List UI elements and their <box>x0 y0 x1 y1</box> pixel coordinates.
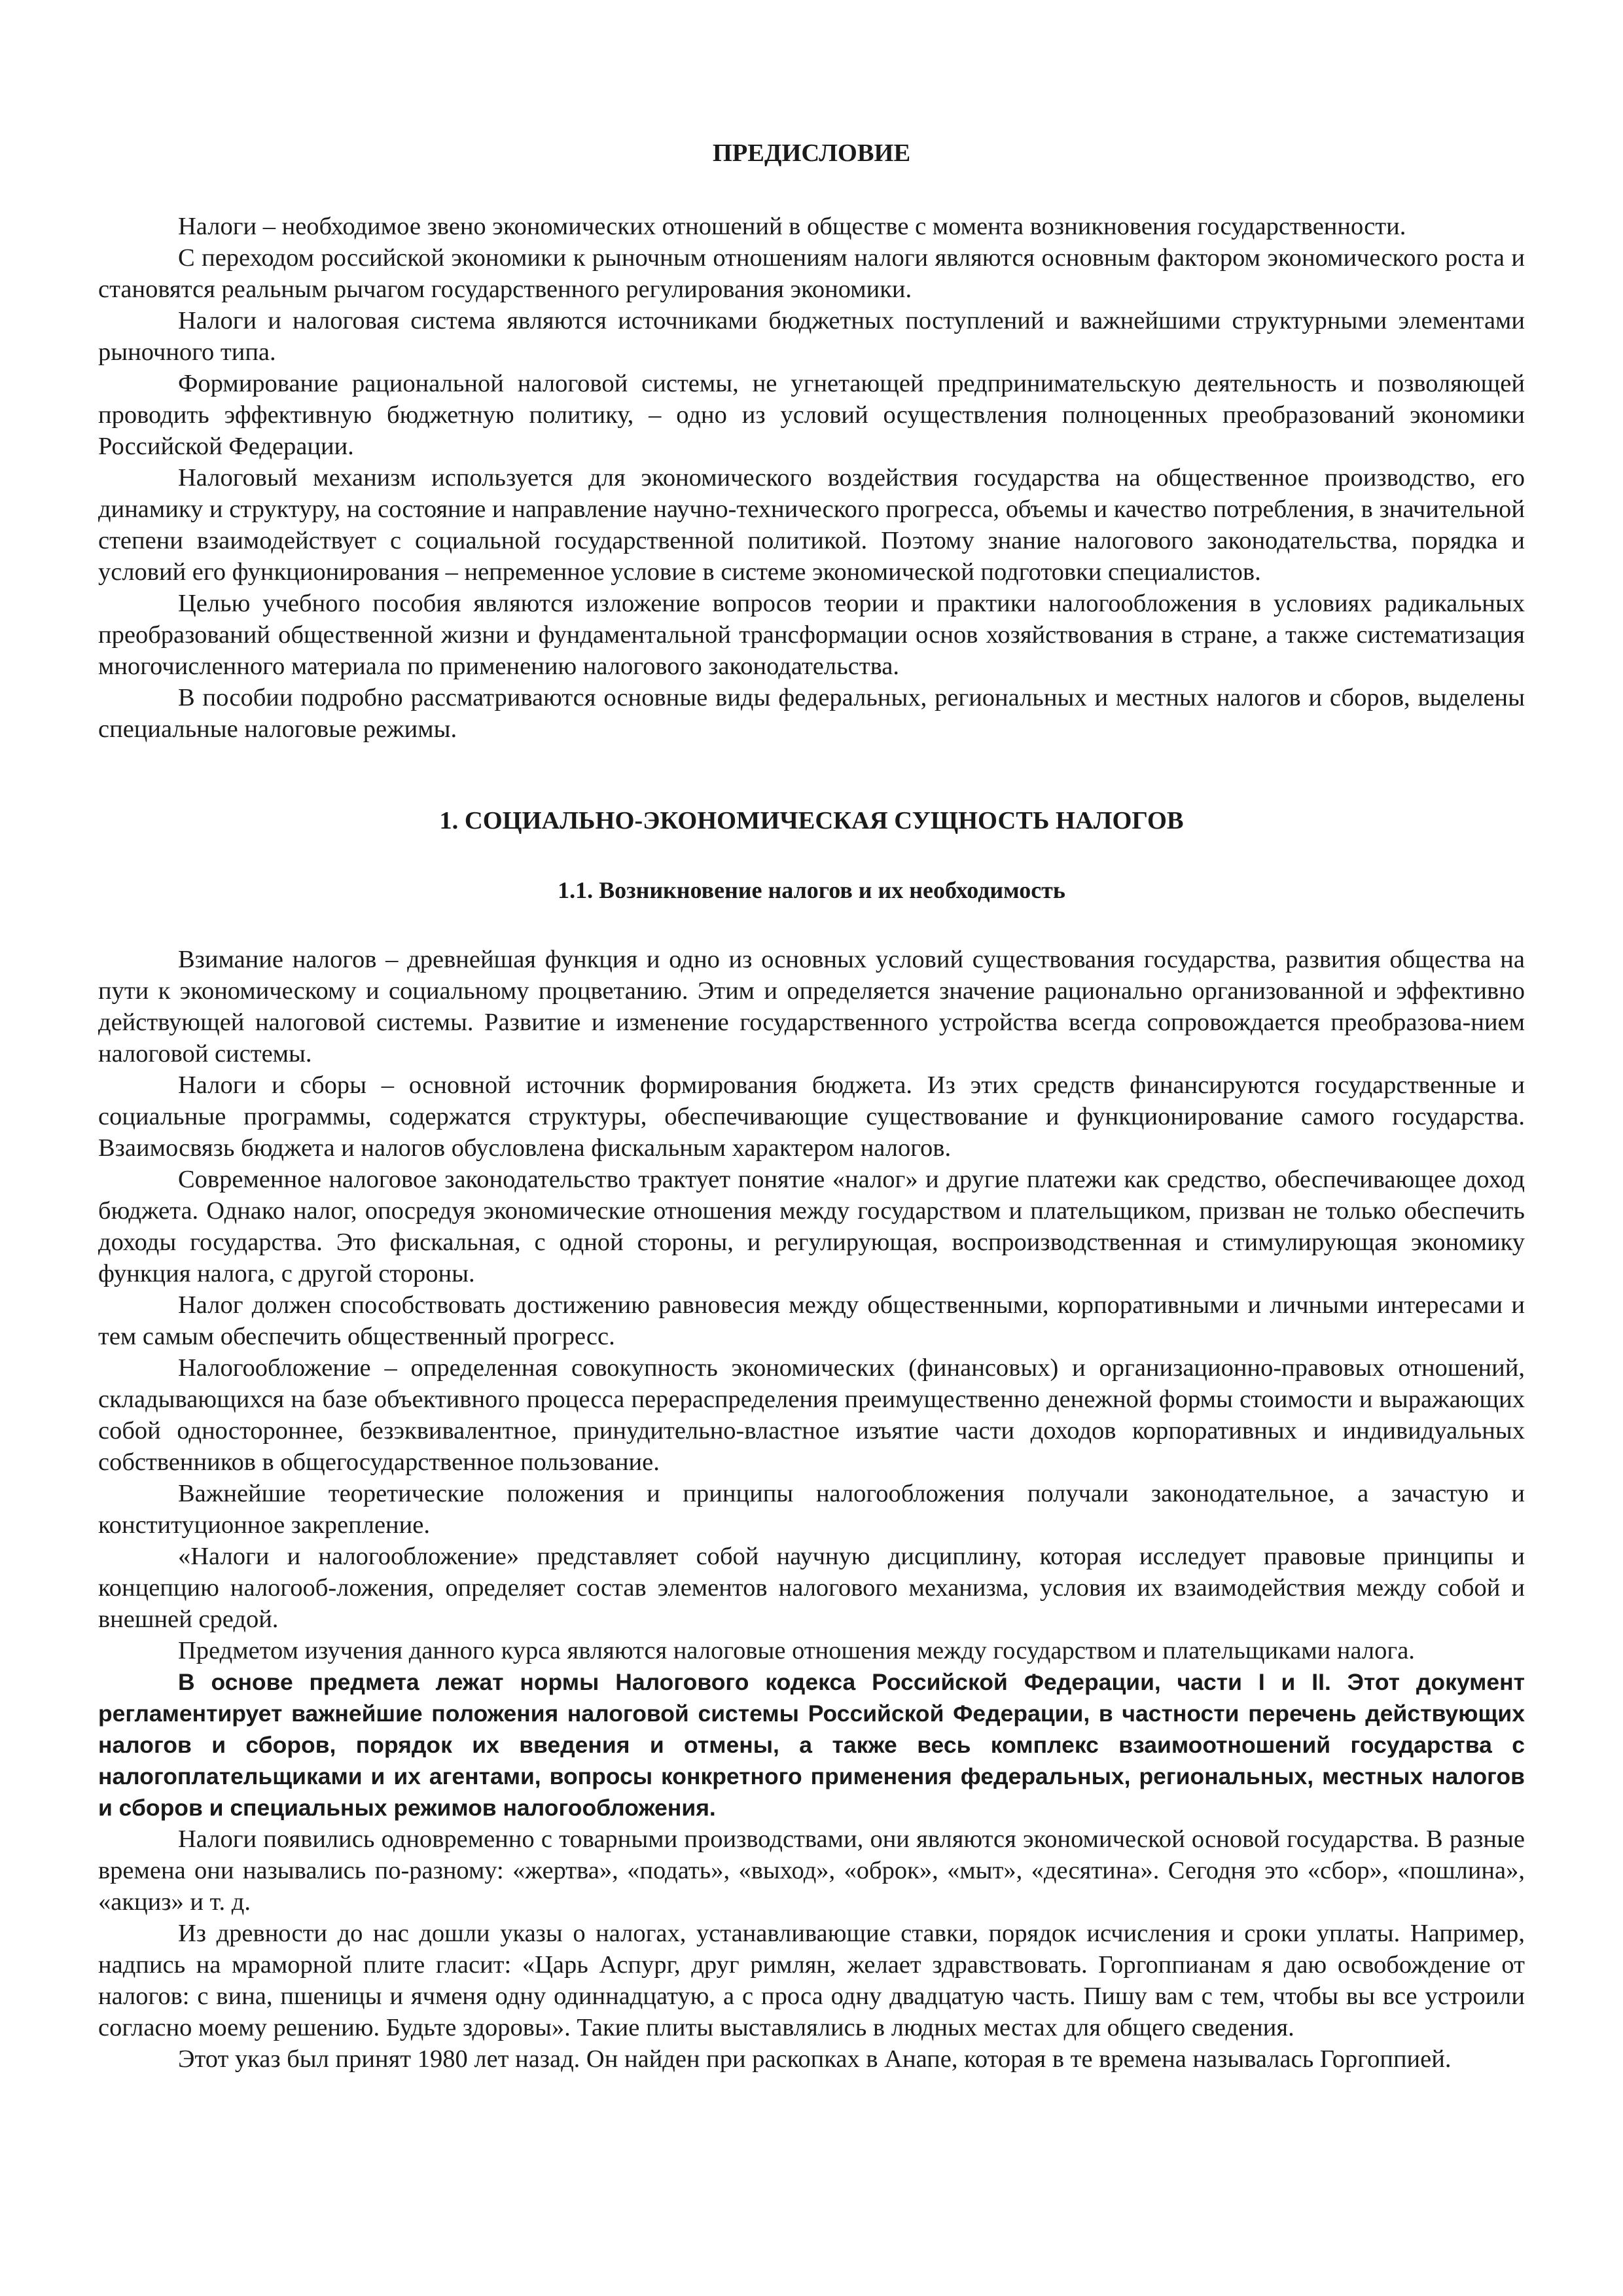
body-paragraph: Из древности до нас дошли указы о налогах, устанавливающие ставки, порядок исчисления и сроки уплаты. Например, надпись на мраморной плите гласит: «Царь Аспург, друг римлян, желает здравствовать. Горгоппианам я даю освобождение от налогов: с вина, пшеницы и ячменя одну одиннадцатую, а с проса одну двадцатую часть. Пишу вам с тем, чтобы вы все устроили согласно моему решению. Будьте здоровы». Такие плиты выставлялись в людных местах для общего сведения. <box>98 1920 1525 2041</box>
body-paragraph: Предметом изучения данного курса являются налоговые отношения между государством и плательщиками налога. <box>178 1637 1415 1664</box>
preface-paragraph: С переходом российской экономики к рыночным отношениям налоги являются основным фактором экономического роста и становятся реальным рычагом государственного регулирования экономики. <box>98 244 1525 303</box>
preface-paragraph: Налоги – необходимое звено экономических отношений в обществе с момента возникновения государственности. <box>178 213 1406 240</box>
body-paragraph: «Налоги и налогообложение» представляет собой научную дисциплину, которая исследует правовые принципы и концепцию налогооб-ложения, определяет состав элементов налогового механизма, условия их взаимодействия между собой и внешней средой. <box>98 1543 1525 1633</box>
body-paragraph: Этот указ был принят 1980 лет назад. Он найден при раскопках в Анапе, которая в те времена называлась Горгоппией. <box>178 2045 1452 2073</box>
preface-title: ПРЕДИСЛОВИЕ <box>712 139 911 167</box>
body-paragraph: Налог должен способствовать достижению равновесия между общественными, корпоративными и личными интересами и тем самым обеспечить общественный прогресс. <box>98 1291 1525 1350</box>
body-paragraph: Налогообложение – определенная совокупность экономических (финансовых) и организационно-правовых отношений, складывающихся на базе объективного процесса перераспределения преимущественно денежной формы стоимости и выражающих собой одностороннее, безэквивалентное, принудительно-властное изъятие части доходов корпоративных и индивидуальных собственников в общегосударственное пользование. <box>98 1354 1525 1476</box>
preface-paragraph: Целью учебного пособия являются изложение вопросов теории и практики налогообложения в условиях радикальных преобразований общественной жизни и фундаментальной трансформации основ хозяйствования в стране, а также систематизация многочисленного материала по применению налогового законодательства. <box>98 590 1525 680</box>
body-paragraph: Налоги и сборы – основной источник формирования бюджета. Из этих средств финансируются государственные и социальные программы, содержатся структуры, обеспечивающие существование и функционирование самого государства. Взаимосвязь бюджета и налогов обусловлена фискальным характером налогов. <box>98 1071 1525 1162</box>
body-paragraph: Налоги появились одновременно с товарными производствами, они являются экономической основой государства. В разные времена они назывались по-разному: «жертва», «подать», «выход», «оброк», «мыт», «десятина». Сегодня это «сбор», «пошлина», «акциз» и т. д. <box>98 1825 1525 1916</box>
body-paragraph: Взимание налогов – древнейшая функция и одно из основных условий существования государства, развития общества на пути к экономическому и социальному процветанию. Этим и определяется значение рационально организованной и эффективно действующей налоговой системы. Развитие и изменение государственного устройства всегда сопровождается преобразова-нием налоговой системы. <box>98 946 1525 1067</box>
section-title: 1.1. Возникновение налогов и их необходимость <box>558 877 1065 903</box>
body-paragraph: Современное налоговое законодательство трактует понятие «налог» и другие платежи как средство, обеспечивающее доход бюджета. Однако налог, опосредуя экономические отношения между государством и плательщиком, призван не только обеспечить доходы государства. Это фискальная, с одной стороны, и регулирующая, воспроизводственная и стимулирующая экономику функция налога, с другой стороны. <box>98 1166 1525 1287</box>
body-paragraph: Важнейшие теоретические положения и принципы налогообложения получали законодательное, а зачастую и конституционное закрепление. <box>98 1480 1525 1539</box>
preface-paragraph: Формирование рациональной налоговой системы, не угнетающей предпринимательскую деятельность и позволяющей проводить эффективную бюджетную политику, – одно из условий осуществления полноценных преобразований экономики Российской Федерации. <box>98 370 1525 460</box>
preface-paragraph: Налоговый механизм используется для экономического воздействия государства на общественное производство, его динамику и структуру, на состояние и направление научно-технического прогресса, объемы и качество потребления, в значительной степени взаимодействует с социальной государственной политикой. Поэтому знание налогового законодательства, порядка и условий его функционирования – непременное условие в системе экономической подготовки специалистов. <box>98 464 1525 586</box>
chapter-title: 1. СОЦИАЛЬНО-ЭКОНОМИЧЕСКАЯ СУЩНОСТЬ НАЛОГОВ <box>439 807 1184 834</box>
preface-paragraph: Налоги и налоговая система являются источниками бюджетных поступлений и важнейшими структурными элементами рыночного типа. <box>98 307 1525 366</box>
bold-paragraph: В основе предмета лежат нормы Налогового кодекса Российской Федерации, части I и II. Этот документ регламентирует важнейшие положения налоговой системы Российской Федерации, в частности перечень действующих налогов и сборов, порядок их введения и отмены, а также весь комплекс взаимоотношений государства с налогоплательщиками и их агентами, вопросы конкретного применения федеральных, региональных, местных налогов и сборов и специальных режимов налогообложения. <box>98 1669 1525 1821</box>
preface-paragraph: В пособии подробно рассматриваются основные виды федеральных, региональных и местных налогов и сборов, выделены специальные налоговые режимы. <box>98 684 1525 743</box>
